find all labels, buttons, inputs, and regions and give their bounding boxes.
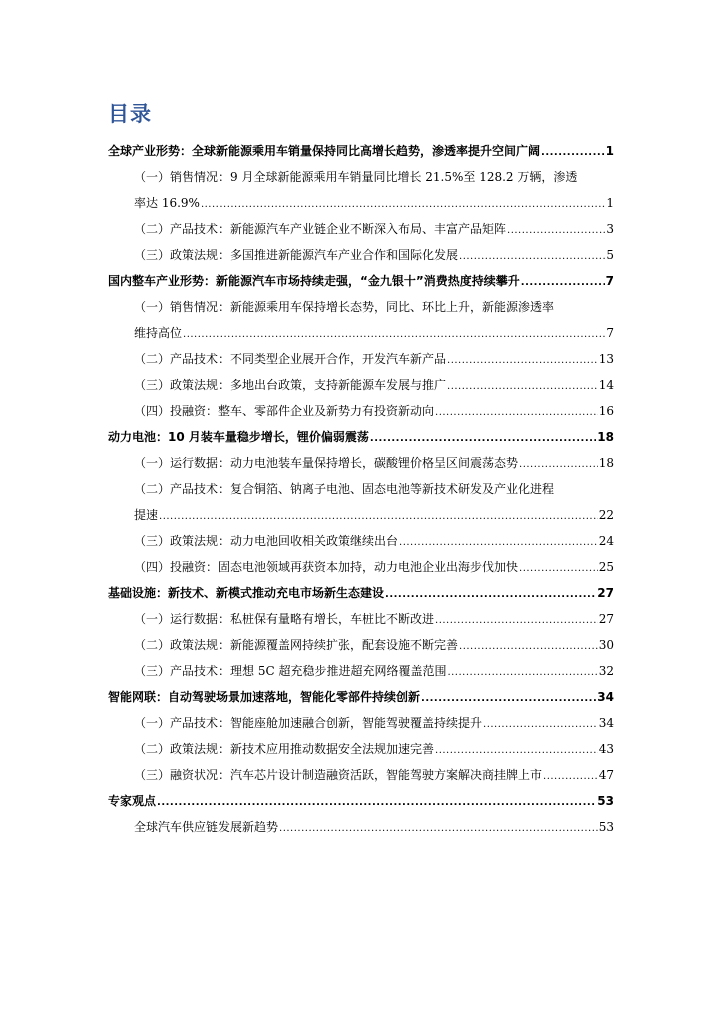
toc-page-number: 25 <box>598 560 614 574</box>
toc-dot-leader <box>183 322 605 348</box>
toc-subsection-entry[interactable] <box>108 294 614 346</box>
toc-entry-text: （三）政策法规：多国推进新能源汽车产业合作和国际化发展 <box>134 248 459 262</box>
toc-dot-leader <box>279 816 598 842</box>
toc-dot-leader <box>159 504 598 530</box>
toc-page-number: 14 <box>598 378 614 392</box>
toc-dot-leader <box>447 348 598 374</box>
toc-page-number: 32 <box>598 664 614 678</box>
toc-entry-text: （一）运行数据：动力电池装车量保持增长，碳酸锂价格呈区间震荡态势 <box>134 456 519 470</box>
toc-subsection-entry[interactable] <box>108 346 614 372</box>
toc-dot-leader <box>399 530 598 556</box>
toc-dot-leader <box>435 608 598 634</box>
toc-entry-text: （二）政策法规：新能源覆盖网持续扩张，配套设施不断完善 <box>134 638 459 652</box>
toc-dot-leader <box>447 660 597 686</box>
toc-subsection-entry[interactable] <box>108 632 614 658</box>
toc-entry-text: （四）投融资：固态电池领域再获资本加持，动力电池企业出海步伐加快 <box>134 560 519 574</box>
toc-dot-leader <box>519 556 598 582</box>
toc-subsection-entry[interactable] <box>108 736 614 762</box>
toc-page-number: 3 <box>606 222 614 236</box>
toc-subsection-entry[interactable] <box>108 372 614 398</box>
toc-section-entry[interactable] <box>108 580 614 606</box>
toc-subsection-entry[interactable] <box>108 450 614 476</box>
toc-subsection-entry[interactable] <box>108 164 614 216</box>
toc-dot-leader <box>421 686 596 712</box>
toc-page-number: 5 <box>606 248 614 262</box>
toc-page-number: 7 <box>606 326 614 340</box>
toc-page-number: 22 <box>598 508 614 522</box>
toc-subsection-entry[interactable] <box>108 216 614 242</box>
toc-page-number: 13 <box>598 352 614 366</box>
toc-subsection-entry[interactable] <box>108 398 614 424</box>
toc-entry-text: （一）销售情况：新能源乘用车保持增长态势，同比、环比上升，新能源渗透率 <box>134 300 555 314</box>
toc-entry-text: 全球产业形势：全球新能源乘用车销量保持同比高增长趋势，渗透率提升空间广阔 <box>108 144 541 158</box>
toc-subsection-entry[interactable] <box>108 814 614 840</box>
toc-page-number: 53 <box>597 794 614 808</box>
toc-section-entry[interactable] <box>108 788 614 814</box>
toc-entry-text: 动力电池：10 月装车量稳步增长，锂价偏弱震荡 <box>108 430 369 444</box>
toc-entry-text: （二）政策法规：新技术应用推动数据安全法规加速完善 <box>134 742 435 756</box>
toc-page-number: 7 <box>605 274 614 288</box>
toc-dot-leader <box>483 712 598 738</box>
toc-page-number: 27 <box>597 586 614 600</box>
toc-entry-text-continued: 率达 16.9% <box>134 196 200 210</box>
toc-entry-text: 基础设施：新技术、新模式推动充电市场新生态建设 <box>108 586 385 600</box>
toc-dot-leader <box>370 426 596 452</box>
toc-page-number: 18 <box>598 456 614 470</box>
toc-entry-text-continued: 提速 <box>134 508 159 522</box>
toc-entry-text-continued: 维持高位 <box>134 326 183 340</box>
toc-page-number: 34 <box>597 690 614 704</box>
toc-entry-text: 全球汽车供应链发展新趋势 <box>134 820 279 834</box>
toc-dot-leader <box>385 582 596 608</box>
toc-section-entry[interactable] <box>108 684 614 710</box>
toc-section-entry[interactable] <box>108 138 614 164</box>
toc-dot-leader <box>541 140 605 166</box>
toc-dot-leader <box>459 244 605 270</box>
toc-page-number: 1 <box>606 196 614 210</box>
toc-entry-text: （三）融资状况：汽车芯片设计制造融资活跃，智能驾驶方案解决商挂牌上市 <box>134 768 543 782</box>
toc-entry-text: （一）销售情况：9 月全球新能源乘用车销量同比增长 21.5%至 128.2 万辆，渗透 <box>134 170 578 184</box>
toc-entry-text: （一）产品技术：智能座舱加速融合创新，智能驾驶覆盖持续提升 <box>134 716 483 730</box>
toc-subsection-entry[interactable] <box>108 710 614 736</box>
toc-dot-leader <box>507 218 605 244</box>
toc-subsection-entry[interactable] <box>108 476 614 528</box>
toc-subsection-entry[interactable] <box>108 606 614 632</box>
toc-entry-text: （三）政策法规：多地出台政策，支持新能源车发展与推广 <box>134 378 447 392</box>
toc-page-number: 18 <box>597 430 614 444</box>
toc-subsection-entry[interactable] <box>108 528 614 554</box>
toc-entry-text: （三）产品技术：理想 5C 超充稳步推进超充网络覆盖范围 <box>134 664 447 678</box>
toc-page-number: 27 <box>598 612 614 626</box>
toc-page-number: 53 <box>598 820 614 834</box>
toc-subsection-entry[interactable] <box>108 554 614 580</box>
toc-page-number: 24 <box>598 534 614 548</box>
toc-subsection-entry[interactable] <box>108 658 614 684</box>
toc-dot-leader <box>521 270 605 296</box>
toc-dot-leader <box>519 452 598 478</box>
toc-entry-text: （二）产品技术：新能源汽车产业链企业不断深入布局、丰富产品矩阵 <box>134 222 507 236</box>
toc-page-number: 47 <box>598 768 614 782</box>
toc-dot-leader <box>459 634 598 660</box>
toc-entry-text: 国内整车产业形势：新能源汽车市场持续走强，“金九银十”消费热度持续攀升 <box>108 274 520 288</box>
toc-dot-leader <box>543 764 598 790</box>
toc-dot-leader <box>201 192 605 218</box>
toc-entry-text: 专家观点 <box>108 794 157 808</box>
table-of-contents <box>108 138 614 840</box>
toc-page-number: 16 <box>598 404 614 418</box>
toc-dot-leader <box>435 738 598 764</box>
toc-section-entry[interactable] <box>108 424 614 450</box>
toc-dot-leader <box>157 790 596 816</box>
toc-entry-text: （四）投融资：整车、零部件企业及新势力有投资新动向 <box>134 404 435 418</box>
toc-dot-leader <box>447 374 598 400</box>
toc-entry-text: （二）产品技术：复合铜箔、钠离子电池、固态电池等新技术研发及产业化进程 <box>134 482 555 496</box>
toc-subsection-entry[interactable] <box>108 242 614 268</box>
toc-entry-text: （二）产品技术：不同类型企业展开合作，开发汽车新产品 <box>134 352 447 366</box>
toc-dot-leader <box>435 400 598 426</box>
toc-entry-text: （一）运行数据：私桩保有量略有增长，车桩比不断改进 <box>134 612 435 626</box>
toc-page-number: 43 <box>598 742 614 756</box>
toc-entry-text: 智能网联：自动驾驶场景加速落地，智能化零部件持续创新 <box>108 690 421 704</box>
toc-page-number: 34 <box>598 716 614 730</box>
toc-title: 目录 <box>108 102 152 126</box>
toc-section-entry[interactable] <box>108 268 614 294</box>
toc-subsection-entry[interactable] <box>108 762 614 788</box>
toc-entry-text: （三）政策法规：动力电池回收相关政策继续出台 <box>134 534 399 548</box>
toc-page-number: 1 <box>605 144 614 158</box>
toc-page-number: 30 <box>598 638 614 652</box>
